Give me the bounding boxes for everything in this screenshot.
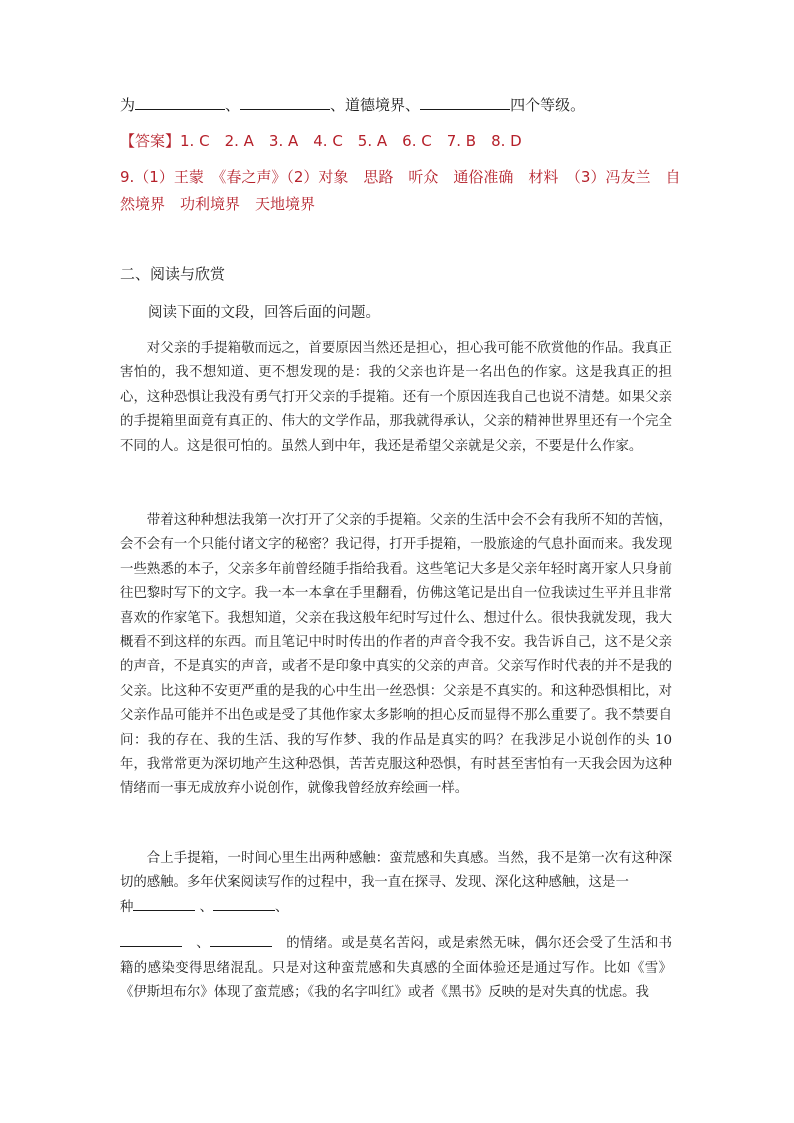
answer-choices: 1. C 2. A 3. A 4. C 5. A 6. C 7. B 8. D xyxy=(180,132,522,150)
passage-paragraph-2 xyxy=(120,509,672,802)
answer-item-9-line-1: 9.（1）王蒙 《春之声》（2）对象 思路 听众 通俗准确 材料 （3）冯友兰 自 xyxy=(120,168,681,186)
paragraph-2-text: 带着这种种想法我第一次打开了父亲的手提箱。父亲的生活中会不会有我所不知的苦恼，会不会有一个只能付诸文字的秘密？我记得，打开手提箱，一股旅途的气息扑面而来。我发现一些熟悉的本子，父亲多年前曾经随手指给我看。这些笔记大多是父亲年轻时离开家人只身前往巴黎时写下的文字。我一本一本拿在手里翻看，仿佛这笔记是出自一位我读过生平并且非常喜欢的作家笔下。我想知道，父亲在我这般年纪时写过什么、想过什么。很快我就发现，我大概看不到这样的东西。而且笔记中时时传出的作者的声音令我不安。我告诉自己，这不是父亲的声音，不是真实的声音，或者不是印象中真实的父亲的声音。父亲写作时代表的并不是我的父亲。比这种不安更严重的是我的心中生出一丝恐惧：父亲是不真实的。和这种恐惧相比，对父亲作品可能并不出色或是受了其他作家太多影响的担心反而显得不那么重要了。我不禁要自问：我的存在、我的生活、我的写作梦、我的作品是真实的吗？在我涉足小说创作的头 10 年，我常常更为深切地产生这种恐惧，苦苦克服这种恐惧，有时甚至害怕有一天我会因为这种情绪而一事无成放弃小说创作，就像我曾经放弃绘画一样。 xyxy=(120,513,672,797)
fill-line-sep-2: 、 xyxy=(330,96,346,114)
section-heading: 二、阅读与欣赏 xyxy=(120,265,226,283)
paragraph-3-sep-3: 、 xyxy=(196,936,210,952)
fill-line-prefix: 为 xyxy=(120,96,136,114)
answer-blank-2[interactable] xyxy=(240,95,330,110)
fill-line-suffix: 四个等级。 xyxy=(510,96,586,114)
reading-instruction: 阅读下面的文段，回答后面的问题。 xyxy=(148,305,380,321)
passage-blank-2[interactable] xyxy=(213,896,275,911)
paragraph-3-sep-1: 、 xyxy=(199,899,214,915)
passage-blank-3[interactable] xyxy=(120,932,182,947)
answer-blank-3[interactable] xyxy=(420,95,510,110)
paragraph-1-text: 对父亲的手提箱敬而远之，首要原因当然还是担心，担心我可能不欣赏他的作品。我真正害怕的，我不想知道、更不想发现的是：我的父亲也许是一名出色的作家。这是我真正的担心，这种恐惧让我没有勇气打开父亲的手提箱。还有一个原因连我自己也说不清楚。如果父亲的手提箱里面竟有真正的、伟大的文学作品，那我就得承认，父亲的精神世界里还有一个完全不同的人。这是很可怕的。虽然人到中年，我还是希望父亲就是父亲，不要是什么作家。 xyxy=(120,341,672,454)
paragraph-3-text-a: 合上手提箱，一时间心里生出两种感触：蛮荒感和失真感。当然，我不是第一次有这种深切的感触。多年伏案阅读写作的过程中，我一直在探寻、发现、深化这种感触，这是一 xyxy=(120,851,672,891)
paragraph-3-prefix: 种 xyxy=(120,899,134,915)
answer-blank-1[interactable] xyxy=(135,95,225,110)
fill-line-sep-1: 、 xyxy=(225,96,241,114)
answer-line xyxy=(120,131,522,151)
passage-paragraph-3 xyxy=(120,847,672,1005)
answer-label: 【答案】 xyxy=(120,132,181,150)
paragraph-3-continued xyxy=(120,932,672,1005)
answer-item-9-line-2: 然境界 功利境界 天地境界 xyxy=(120,195,316,213)
passage-blank-1[interactable] xyxy=(133,896,195,911)
paragraph-3-blank-line xyxy=(120,896,672,920)
fill-in-question-line xyxy=(120,95,585,115)
paragraph-3-rest: 的情绪。或是莫名苦闷，或是索然无味，偶尔还会受了生活和书籍的感染变得思绪混乱。只是对这种蛮荒感和失真感的全面体验还是通过写作。比如《雪》《伊斯坦布尔》体现了蛮荒感；《我的名字叫红》或者《黑书》反映的是对失真的忧虑。我 xyxy=(120,936,673,1001)
paragraph-3-sep-2: 、 xyxy=(275,899,289,915)
fill-line-middle: 道德境界、 xyxy=(345,96,421,114)
passage-paragraph-1 xyxy=(120,337,672,459)
passage-blank-4[interactable] xyxy=(210,932,272,947)
